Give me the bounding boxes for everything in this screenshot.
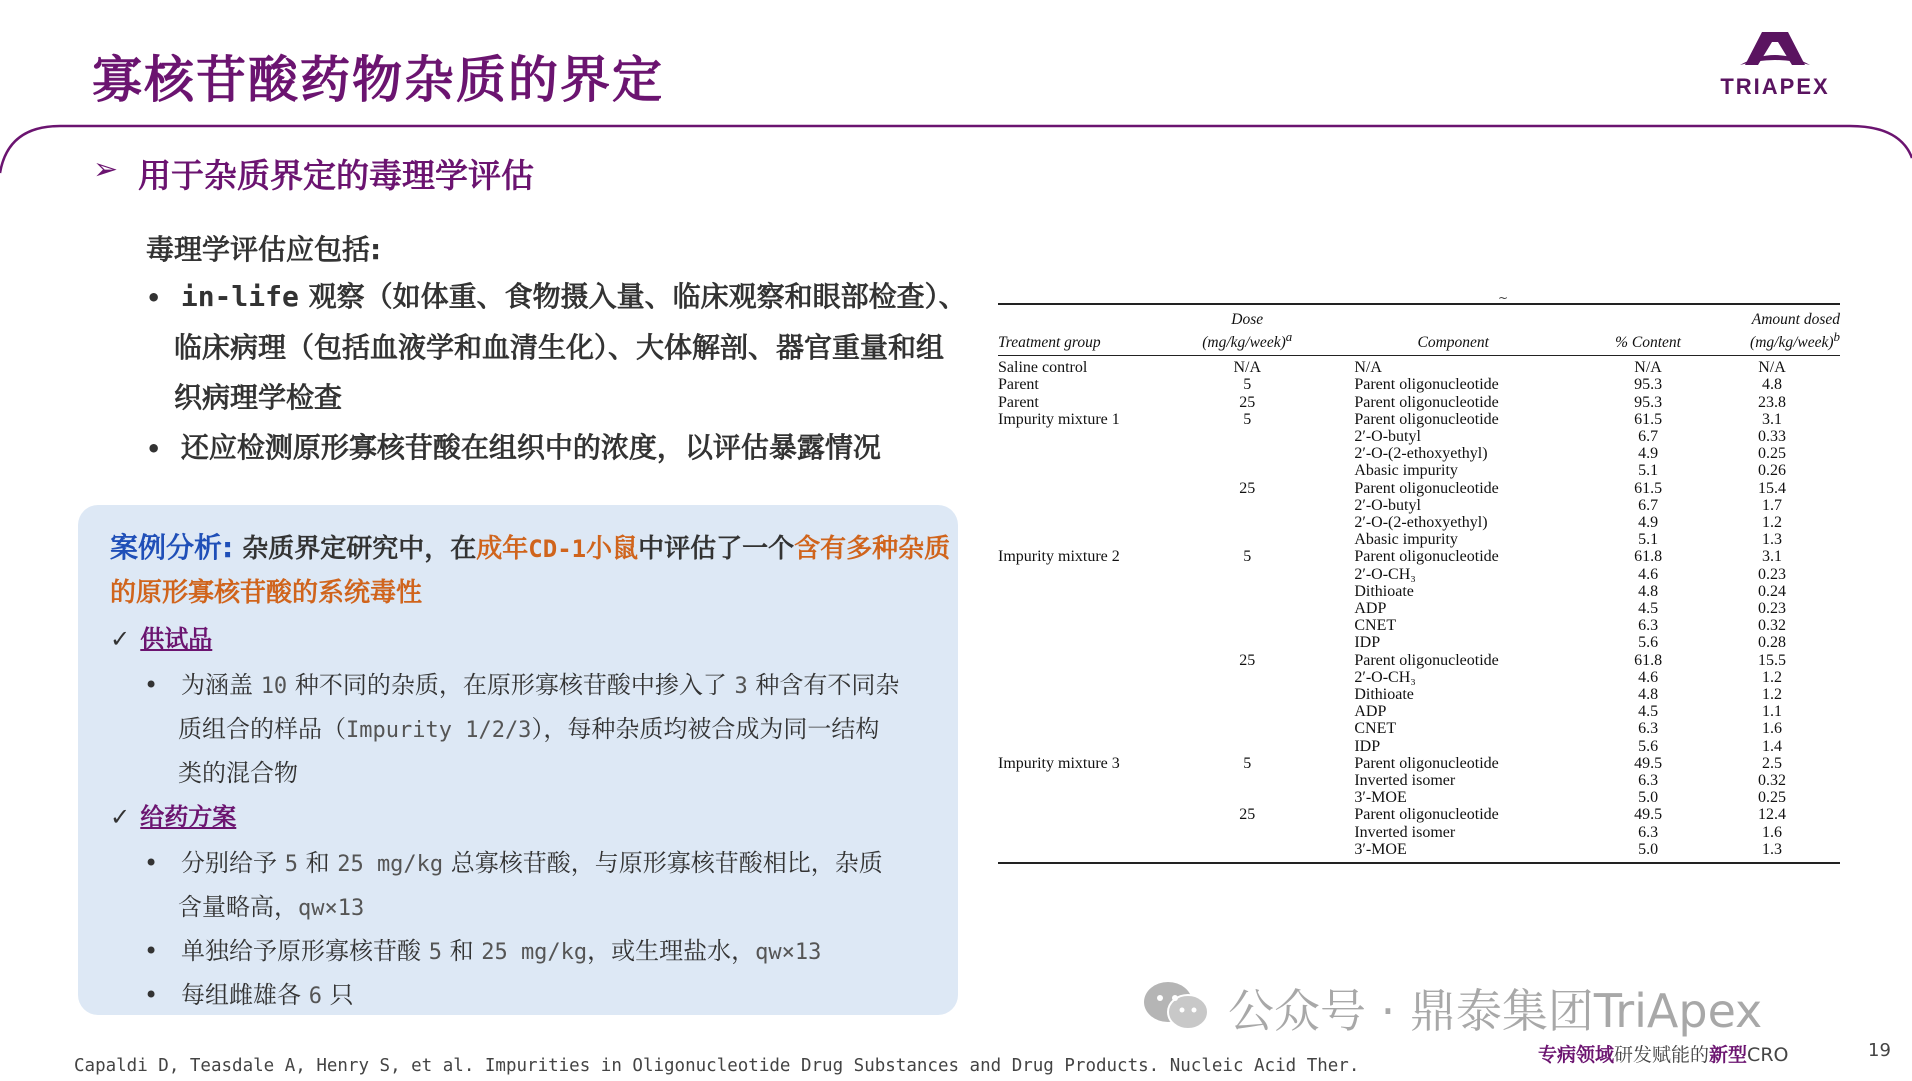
cell-component: IDP: [1354, 737, 1381, 755]
tagline-emphasis: 专病领域: [1538, 1044, 1615, 1066]
case-label: 案例分析:: [110, 531, 234, 564]
cell-amount: 0.24: [1757, 582, 1786, 600]
cell-dose: 5: [1243, 376, 1252, 394]
cell-treatment-group: [998, 789, 1180, 806]
cell-content: 4.8: [1638, 582, 1659, 600]
cell-component: Parent oligonucleotide: [1354, 376, 1499, 394]
in-life-term: in-life: [180, 280, 299, 313]
cell-dose: [1180, 720, 1314, 737]
cell-treatment-group: [998, 669, 1180, 686]
cell-treatment-group: [998, 428, 1180, 445]
cell-component: Dithioate: [1354, 686, 1414, 704]
cell-amount: 0.32: [1757, 617, 1786, 635]
table-row: [998, 669, 1840, 686]
table-row: [998, 356, 1840, 377]
header-footnote: b: [1833, 329, 1840, 344]
table-row: [998, 703, 1840, 720]
cell-content: 5.1: [1638, 531, 1659, 549]
table-row: [998, 772, 1840, 789]
cell-amount: 1.1: [1761, 703, 1782, 721]
item-text: 总寡核苷酸，与原形寡核苷酸相比，杂质: [443, 849, 883, 877]
cell-dose: [1180, 462, 1314, 479]
cell-dose: [1180, 772, 1314, 789]
cell-content: 4.9: [1638, 513, 1659, 531]
table-row: [998, 566, 1840, 583]
cell-content: 61.8: [1634, 651, 1663, 669]
cell-component: Parent oligonucleotide: [1354, 393, 1499, 411]
item-text: 和: [441, 937, 482, 965]
item-text: 和: [297, 849, 338, 877]
cell-dose: 25: [1239, 479, 1256, 497]
cell-treatment-group: Impurity mixture 3: [998, 754, 1120, 772]
bullet-dot-icon: •: [146, 435, 162, 463]
item-number: 3: [734, 674, 748, 699]
cell-content: 4.6: [1638, 668, 1659, 686]
table-row: [998, 480, 1840, 497]
cell-component: 2′-O-CH₃: [1354, 565, 1416, 583]
table-row: [998, 755, 1840, 772]
cell-treatment-group: [998, 772, 1180, 789]
cell-dose: [1180, 634, 1314, 651]
cell-dose: [1180, 583, 1314, 600]
cell-component: 2′-O-butyl: [1354, 427, 1421, 445]
section-arrow-icon: ➢: [93, 152, 119, 187]
cell-dose: [1180, 824, 1314, 841]
cell-content: 6.3: [1638, 617, 1659, 635]
cell-amount: 0.32: [1757, 772, 1786, 790]
table-header-row: [998, 304, 1840, 356]
table-row: [998, 531, 1840, 548]
item-mono: qw×13: [298, 896, 365, 921]
table-row: [998, 411, 1840, 428]
cell-component: Abasic impurity: [1354, 462, 1458, 480]
bullet-dot-icon: •: [144, 849, 159, 877]
cell-dose: [1180, 531, 1314, 548]
cell-component: Abasic impurity: [1354, 531, 1458, 549]
cell-dose: [1180, 789, 1314, 806]
bullet-text: 临床病理（包括血液学和血清生化）、大体解剖、器官重量和组: [174, 331, 945, 364]
table-row: [998, 634, 1840, 651]
test-article-heading: 供试品: [140, 625, 213, 653]
cell-amount: 0.33: [1757, 427, 1786, 445]
cell-dose: [1180, 738, 1314, 755]
table-row: [998, 686, 1840, 703]
table-row: [998, 841, 1840, 863]
cell-content: 95.3: [1634, 376, 1663, 394]
cell-content: 95.3: [1634, 393, 1663, 411]
case-text: 杂质界定研究中，在: [242, 534, 477, 564]
page-number: 19: [1868, 1040, 1891, 1061]
cell-treatment-group: [998, 600, 1180, 617]
table-row: [998, 806, 1840, 823]
cell-treatment-group: [998, 566, 1180, 583]
cell-component: ADP: [1354, 600, 1387, 617]
cell-amount: 1.2: [1761, 686, 1782, 704]
bullet-dot-icon: •: [144, 981, 159, 1009]
citation: Capaldi D, Teasdale A, Henry S, et al. Impurities in Oligonucleotide Drug Substances and Drug Products. Nucleic Acid Ther.: [74, 1056, 1360, 1076]
intro-bullet-1: [146, 272, 967, 474]
cell-amount: 4.8: [1761, 376, 1782, 394]
item-text: 为涵盖: [181, 671, 261, 699]
bullet-dot-icon: •: [144, 671, 159, 699]
cell-amount: 1.7: [1761, 496, 1782, 514]
case-highlight: 的原形寡核苷酸的系统毒性: [110, 578, 423, 608]
cell-amount: 12.4: [1757, 806, 1786, 824]
cell-treatment-group: [998, 686, 1180, 703]
table-row: [998, 824, 1840, 841]
item-number: 5: [284, 852, 298, 877]
cell-content: 5.0: [1638, 840, 1659, 858]
cell-amount: 1.6: [1761, 720, 1782, 738]
cell-amount: 1.2: [1761, 513, 1782, 531]
cell-treatment-group: [998, 806, 1180, 823]
table-row: [998, 720, 1840, 737]
header-dose: [1180, 304, 1314, 356]
header-text: (mg/kg/week): [1202, 334, 1286, 352]
cell-treatment-group: [998, 617, 1180, 634]
cell-dose: [1180, 566, 1314, 583]
item-text: 只: [321, 981, 354, 1009]
item-text: 种含有不同杂: [747, 671, 900, 699]
cell-amount: 2.5: [1761, 754, 1782, 772]
table-row: [998, 600, 1840, 617]
cell-dose: 5: [1243, 410, 1252, 428]
checkmark-icon: ✓: [110, 803, 131, 831]
cell-component: 2′-O-CH₃: [1354, 668, 1416, 686]
cell-treatment-group: [998, 583, 1180, 600]
cell-dose: 25: [1239, 806, 1256, 824]
cell-component: 2′-O-(2-ethoxyethyl): [1354, 445, 1488, 463]
cell-component: Parent oligonucleotide: [1354, 651, 1499, 669]
table-row: [998, 652, 1840, 669]
item-text: 分别给予: [181, 849, 285, 877]
cell-component: CNET: [1354, 617, 1397, 635]
cell-content: 6.3: [1638, 720, 1659, 738]
case-highlight: CD-1: [528, 535, 587, 563]
item-number: 25 mg/kg: [481, 940, 588, 965]
table-row: [998, 462, 1840, 479]
cell-amount: 1.4: [1761, 737, 1782, 755]
cell-amount: 0.23: [1757, 565, 1786, 583]
cell-treatment-group: [998, 462, 1180, 479]
cell-dose: N/A: [1233, 359, 1262, 377]
cell-amount: 3.1: [1761, 548, 1782, 566]
bullet-text: 织病理学检查: [174, 381, 343, 414]
table-row: [998, 617, 1840, 634]
cell-component: IDP: [1354, 634, 1381, 652]
cell-treatment-group: Impurity mixture 2: [998, 548, 1120, 566]
cell-treatment-group: [998, 480, 1180, 497]
cell-content: 61.8: [1634, 548, 1663, 566]
cell-amount: 1.3: [1761, 840, 1782, 858]
cell-component: ADP: [1354, 703, 1387, 721]
item-number: 5: [428, 940, 442, 965]
cell-component: 2′-O-(2-ethoxyethyl): [1354, 513, 1488, 531]
cell-component: Parent oligonucleotide: [1354, 806, 1499, 824]
cell-amount: N/A: [1758, 359, 1786, 377]
cell-dose: [1180, 703, 1314, 720]
cell-amount: 3.1: [1761, 410, 1782, 428]
cell-component: CNET: [1354, 720, 1397, 738]
cell-content: 4.5: [1638, 600, 1659, 617]
cell-treatment-group: Impurity mixture 1: [998, 410, 1120, 428]
cell-content: 6.3: [1638, 772, 1659, 790]
item-text: ，或生理盐水，: [587, 937, 756, 965]
header-footnote: a: [1285, 329, 1293, 344]
cell-treatment-group: [998, 824, 1180, 841]
cell-dose: [1180, 428, 1314, 445]
tagline: [1538, 1040, 1788, 1067]
cell-content: 6.7: [1638, 427, 1659, 445]
cell-dose: 5: [1243, 548, 1252, 566]
cell-component: Parent oligonucleotide: [1354, 548, 1499, 566]
table-row: [998, 497, 1840, 514]
cell-content: 61.5: [1634, 410, 1663, 428]
cell-treatment-group: Saline control: [998, 359, 1088, 377]
item-text: 质组合的样品（: [178, 715, 346, 743]
cell-treatment-group: [998, 841, 1180, 863]
cell-treatment-group: [998, 703, 1180, 720]
item-text: 单独给予原形寡核苷酸: [181, 937, 429, 965]
item-mono: qw×13: [755, 940, 822, 965]
item-number: 6: [308, 984, 322, 1009]
cell-content: 5.0: [1638, 789, 1659, 807]
case-highlight: 含有多种杂质: [794, 534, 951, 564]
cell-component: Inverted isomer: [1354, 772, 1456, 790]
cell-treatment-group: Parent: [998, 376, 1039, 394]
cell-dose: 5: [1243, 754, 1252, 772]
cell-treatment-group: [998, 652, 1180, 669]
cell-dose: [1180, 497, 1314, 514]
cell-component: 3′-MOE: [1354, 789, 1407, 807]
cell-content: 5.1: [1638, 462, 1659, 480]
tagline-emphasis: 新型: [1709, 1044, 1748, 1066]
cell-content: 4.8: [1638, 686, 1659, 704]
cell-content: 6.3: [1638, 823, 1659, 841]
cell-amount: 15.4: [1757, 479, 1786, 497]
table-row: [998, 548, 1840, 565]
item-text: ），每种杂质均被合成为同一结构: [531, 715, 880, 743]
cell-dose: [1180, 617, 1314, 634]
page-title: 寡核苷酸药物杂质的界定: [92, 51, 664, 109]
cell-component: Parent oligonucleotide: [1354, 754, 1499, 772]
cell-amount: 15.5: [1757, 651, 1786, 669]
cell-treatment-group: [998, 497, 1180, 514]
tagline-text: 研发赋能的: [1614, 1044, 1710, 1066]
cell-amount: 1.3: [1761, 531, 1782, 549]
tagline-text: CRO: [1747, 1044, 1789, 1066]
header-text: (mg/kg/week): [1750, 334, 1834, 352]
table-row: [998, 428, 1840, 445]
cell-treatment-group: Parent: [998, 393, 1039, 411]
header-text: Dose: [1231, 311, 1264, 328]
item-text: 种不同的杂质，在原形寡核苷酸中掺入了: [287, 671, 735, 699]
cell-component: N/A: [1354, 359, 1382, 377]
table-row: [998, 583, 1840, 600]
table-row: [998, 445, 1840, 462]
cell-content: 49.5: [1634, 806, 1663, 824]
cell-component: Parent oligonucleotide: [1354, 410, 1499, 428]
table-row: [998, 738, 1840, 755]
cell-component: Dithioate: [1354, 582, 1414, 600]
cell-treatment-group: [998, 514, 1180, 531]
cell-treatment-group: [998, 531, 1180, 548]
table-row: [998, 514, 1840, 531]
cell-dose: [1180, 686, 1314, 703]
cell-treatment-group: [998, 634, 1180, 651]
item-text: 每组雌雄各: [181, 981, 309, 1009]
bullet-text: 还应检测原形寡核苷酸在组织中的浓度，以评估暴露情况: [180, 431, 881, 464]
case-highlight: 小鼠: [586, 534, 639, 564]
section-title: 用于杂质界定的毒理学评估: [138, 156, 534, 195]
table-row: [998, 376, 1840, 393]
cell-dose: [1180, 669, 1314, 686]
cell-treatment-group: [998, 720, 1180, 737]
header-amount-dosed: [1704, 304, 1840, 356]
table-body: [998, 356, 1840, 863]
cell-content: 5.6: [1638, 634, 1659, 652]
cell-dose: 25: [1239, 393, 1256, 411]
header-component: Component: [1417, 334, 1489, 352]
cell-content: 4.9: [1638, 445, 1659, 463]
table-row: [998, 789, 1840, 806]
cell-amount: 0.26: [1757, 462, 1786, 480]
cell-component: 2′-O-butyl: [1354, 496, 1421, 514]
cell-content: 5.6: [1638, 737, 1659, 755]
intro-heading: 毒理学评估应包括:: [146, 233, 382, 266]
cell-dose: [1180, 841, 1314, 863]
cell-amount: 1.2: [1761, 668, 1782, 686]
cell-amount: 23.8: [1757, 393, 1786, 411]
item-text: 含量略高，: [178, 893, 298, 921]
case-highlight: 成年: [476, 534, 529, 564]
cell-amount: 1.6: [1761, 823, 1782, 841]
cell-amount: 0.28: [1757, 634, 1786, 652]
checkmark-icon: ✓: [110, 625, 131, 653]
cell-content: 61.5: [1634, 479, 1663, 497]
wechat-icon: [1142, 978, 1212, 1034]
header-treatment-group: Treatment group: [998, 334, 1101, 352]
item-text: 类的混合物: [178, 759, 298, 787]
cell-dose: [1180, 445, 1314, 462]
table-tick-mark: ~: [1498, 291, 1509, 305]
cell-component: Inverted isomer: [1354, 823, 1456, 841]
cell-content: N/A: [1634, 359, 1662, 377]
header-content: % Content: [1615, 334, 1681, 352]
bullet-dot-icon: •: [146, 284, 162, 312]
cell-content: 4.5: [1638, 703, 1659, 721]
bullet-dot-icon: •: [144, 937, 159, 965]
cell-content: 49.5: [1634, 754, 1663, 772]
cell-amount: 0.23: [1757, 600, 1786, 617]
watermark-text: 公众号 · 鼎泰集团TriApex: [1228, 984, 1763, 1038]
cell-content: 4.6: [1638, 565, 1659, 583]
cell-component: Parent oligonucleotide: [1354, 479, 1499, 497]
item-number: 25 mg/kg: [337, 852, 444, 877]
cell-component: 3′-MOE: [1354, 840, 1407, 858]
cell-amount: 0.25: [1757, 789, 1786, 807]
case-text: 中评估了一个: [638, 534, 795, 564]
dosing-plan-heading: 给药方案: [140, 803, 237, 831]
header-text: Amount dosed: [1751, 311, 1840, 328]
cell-dose: 25: [1239, 651, 1256, 669]
cell-dose: [1180, 514, 1314, 531]
item-number: 10: [260, 674, 288, 699]
cell-amount: 0.25: [1757, 445, 1786, 463]
item-mono: Impurity 1/2/3: [346, 718, 532, 743]
cell-content: 6.7: [1638, 496, 1659, 514]
cell-treatment-group: [998, 738, 1180, 755]
table-row: [998, 394, 1840, 411]
cell-treatment-group: [998, 445, 1180, 462]
case-analysis-content: [110, 526, 950, 1018]
cell-dose: [1180, 600, 1314, 617]
bullet-text: 观察（如体重、食物摄入量、临床观察和眼部检查）、: [298, 280, 967, 313]
logo-text: TRIAPEX: [1720, 74, 1830, 99]
impurity-table: [998, 303, 1840, 864]
